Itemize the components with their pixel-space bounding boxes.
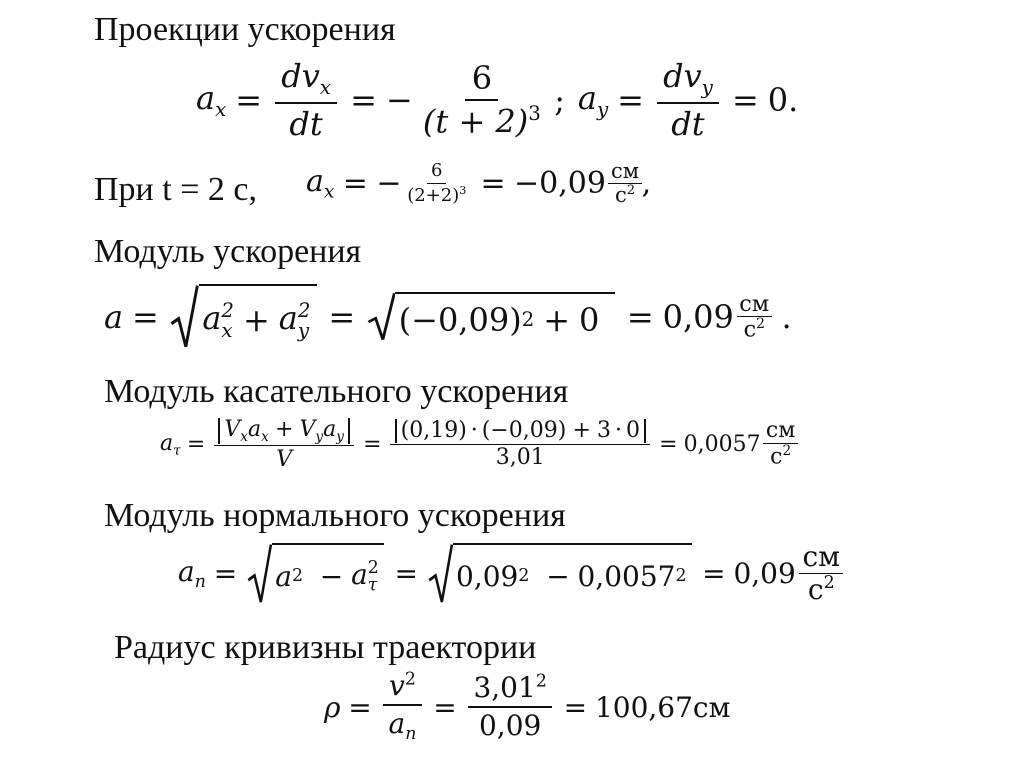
equals-sign: =: [186, 431, 206, 457]
sqrt-numeric-normal: 0,09 2 − 0,0057 2: [428, 543, 692, 605]
equals-sign: =: [480, 166, 506, 202]
minus-sign: −: [385, 81, 413, 120]
fraction-abs-va-over-v: $\frac{V_xa_x + V_ya_y}{V}$: [214, 418, 354, 471]
fraction-six-over-cube: $\frac{6}{(t + 2)^3}$: [422, 59, 541, 141]
fraction-dvy-dt: $\frac{dv_y}{dt}$: [657, 58, 720, 142]
equals-sign: =: [328, 298, 356, 336]
equals-sign: =: [617, 81, 644, 120]
equals-sign: =: [626, 298, 654, 336]
fraction-numeric-tangential: $\frac{(0,19) \cdot (-0,09) + 3 \cdot 0}{3,01}$: [390, 419, 650, 469]
unit-cm-per-s2: $\frac{см}{с^2}$: [737, 292, 772, 343]
heading-acceleration-modulus: Модуль ускорения: [94, 233, 362, 270]
equals-sign: =: [563, 690, 588, 724]
equals-sign: =: [235, 81, 263, 120]
equals-sign: =: [350, 81, 377, 120]
equation-acceleration-projections: [196, 58, 798, 142]
a-value: 0,09: [662, 298, 734, 336]
equation-acceleration-modulus: [104, 284, 792, 350]
equation-tangential-acceleration: [160, 418, 798, 471]
equals-sign: =: [213, 557, 238, 591]
heading-curvature-radius: Радиус кривизны траектории: [114, 629, 537, 666]
a-n-symbol: $a_n$: [178, 555, 206, 593]
sqrt-ax2-ay2: a 2 x + a 2 y: [170, 284, 317, 350]
equals-sign: =: [702, 557, 726, 591]
equals-sign: =: [732, 81, 759, 120]
fraction-dvx-dt: $\frac{dv_x}{dt}$: [275, 58, 338, 142]
equation-ax-at-t2: [306, 160, 651, 207]
equals-sign: =: [394, 557, 418, 591]
ax-value: 0,09: [539, 166, 606, 202]
equals-sign: =: [363, 431, 382, 457]
rho-value: 100,67см: [594, 690, 731, 724]
fraction-v2-over-an: $\frac{v^2}{a_n}$: [383, 670, 422, 745]
heading-normal-acceleration: Модуль нормального ускорения: [104, 497, 566, 534]
fraction-six-over-four-cubed: $\frac{6}{(2+2)^3}$: [407, 159, 467, 206]
sqrt-numeric: (−0,09) 2 + 0: [367, 292, 616, 342]
equation-normal-acceleration: [178, 542, 843, 605]
unit-cm-per-s2: $\frac{см}{с^2}$: [799, 542, 843, 605]
equals-sign: =: [659, 431, 678, 457]
ay-symbol: $a_y$: [577, 79, 609, 122]
rho-symbol: ρ: [324, 690, 341, 724]
heading-acceleration-projections: Проекции ускорения: [94, 11, 396, 48]
minus-sign: −: [514, 166, 540, 202]
a-n-value: 0,09: [733, 557, 796, 591]
equals-sign: =: [433, 690, 457, 724]
heading-tangential-acceleration: Модуль касательного ускорения: [104, 373, 569, 410]
equals-sign: =: [132, 298, 159, 336]
heading-at-t-2: При t = 2 с,: [94, 171, 257, 208]
equals-sign: =: [348, 690, 372, 724]
a-tau-symbol: $a_\tau$: [160, 430, 181, 459]
ax-symbol: $a_x$: [306, 164, 335, 203]
semicolon: ;: [554, 81, 566, 120]
unit-cm-per-s2: $\frac{см}{с^2}$: [608, 160, 641, 207]
ax-symbol: $a_x$: [196, 79, 227, 122]
result-zero: 0.: [767, 81, 799, 120]
equals-sign: =: [342, 166, 368, 202]
sqrt-a2-minus-atau2: a 2 − a 2 τ: [247, 543, 384, 605]
equation-curvature-radius: [324, 670, 730, 745]
unit-cm-per-s2: $\frac{см}{с^2}$: [763, 419, 798, 470]
a-symbol: a: [104, 298, 124, 336]
a-tau-value: 0,0057: [683, 431, 761, 457]
period: .: [781, 298, 792, 336]
minus-sign: −: [376, 166, 402, 202]
fraction-numeric-radius: $\frac{3,01^2}{0,09}$: [468, 672, 553, 742]
comma: ,: [641, 166, 652, 202]
